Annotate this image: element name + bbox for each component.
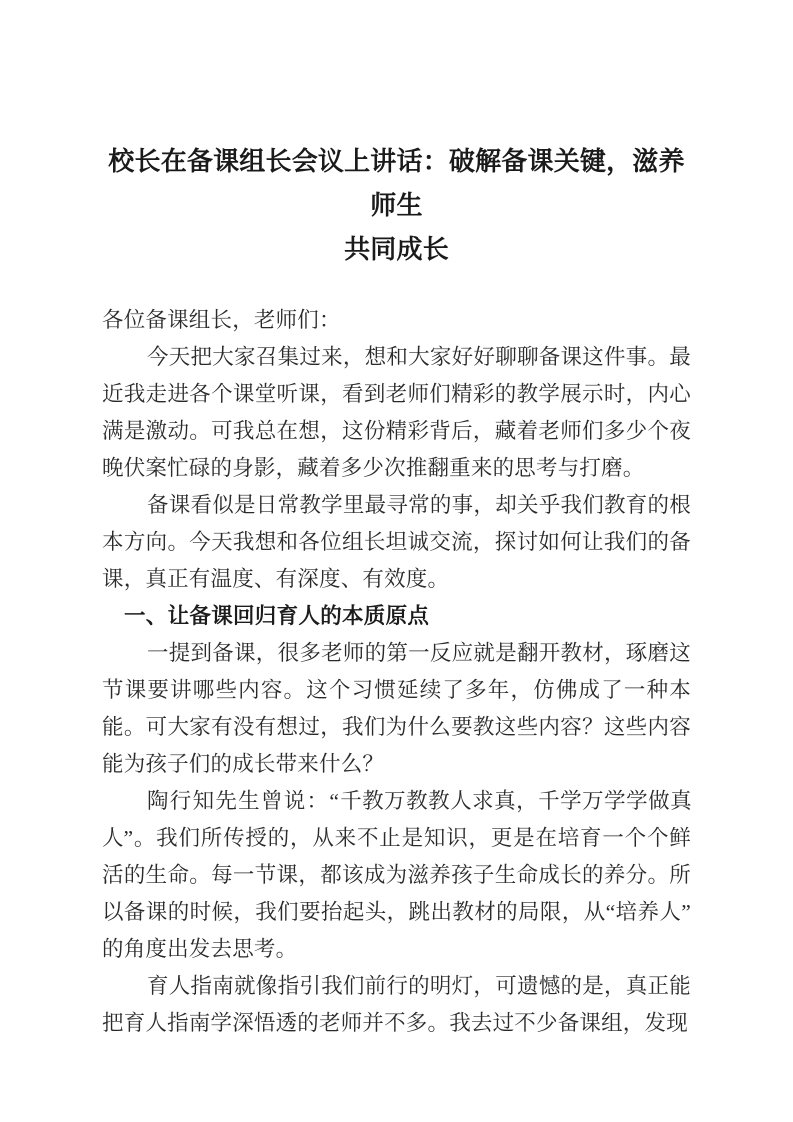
quote-tail: ”。我们所传授的，从来不止是知识，更是在培育一个个鲜活的生命。每一节课，都该成为滋养孩子生命成长的养分。所以备课的时候，我们要抬起头，跳出教材的局限，从“培养人”的角度出发去思考。 bbox=[102, 826, 691, 961]
page-title-line-1: 校长在备课组长会议上讲话：破解备课关键，滋养师生 bbox=[108, 147, 685, 220]
salutation: 各位备课组长，老师们： bbox=[102, 308, 341, 332]
section-heading-1: 一、让备课回归育人的本质原点 bbox=[124, 604, 430, 628]
page-title bbox=[102, 140, 691, 272]
body-paragraph-2: 备课看似是日常教学里最寻常的事，却关乎我们教育的根本方向。今天我想和各位组长坦诚交流，探讨如何让我们的备课，真正有温度、有深度、有效度。 bbox=[102, 493, 691, 591]
page-title-line-2: 共同成长 bbox=[344, 235, 449, 264]
quote-text: 千教万教教人求真，千学万学学做真人 bbox=[102, 789, 691, 850]
section-paragraph-1: 一提到备课，很多老师的第一反应就是翻开教材，琢磨这节课要讲哪些内容。这个习惯延续了多年，仿佛成了一种本能。可大家有没有想过，我们为什么要教这些内容？这些内容能为孩子们的成长带来什么？ bbox=[102, 641, 691, 776]
final-paragraph: 育人指南就像指引我们前行的明灯，可遗憾的是，真正能把育人指南学深悟透的老师并不多。我去过不少备课组，发现 bbox=[102, 974, 691, 1035]
body-paragraph-1: 今天把大家召集过来，想和大家好好聊聊备课这件事。最近我走进各个课堂听课，看到老师们精彩的教学展示时，内心满是激动。可我总在想，这份精彩背后，藏着老师们多少个夜晚伏案忙碌的身影，藏着多少次推翻重来的思考与打磨。 bbox=[102, 345, 691, 480]
document-content bbox=[102, 140, 691, 1042]
quote-lead: 陶行知先生曾说：“ bbox=[147, 789, 340, 813]
quote-paragraph bbox=[102, 783, 691, 968]
